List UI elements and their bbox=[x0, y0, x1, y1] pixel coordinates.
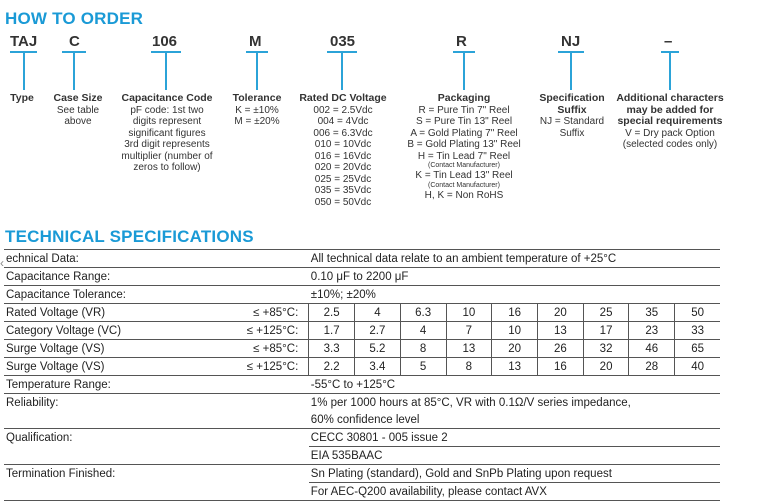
code-voltage: 035 bbox=[330, 33, 356, 50]
col-case-title: Case Size bbox=[53, 92, 103, 104]
col-additional-line: V = Dry pack Option bbox=[625, 127, 715, 139]
col-pack-line: R = Pure Tin 7" Reel bbox=[418, 104, 510, 116]
spec-cell: 8 bbox=[446, 358, 492, 376]
spec-cell: 20 bbox=[537, 304, 583, 322]
code-capacitance: 106 bbox=[152, 33, 178, 50]
spec-cell: 35 bbox=[629, 304, 675, 322]
table-row bbox=[4, 268, 720, 286]
col-pack-line: H, K = Non RoHS bbox=[424, 189, 504, 201]
spec-value: For AEC-Q200 availability, please contact AVX bbox=[309, 483, 720, 501]
col-volt-line: 010 = 10Vdc bbox=[314, 139, 372, 150]
table-row bbox=[4, 250, 720, 268]
col-suffix-line: NJ = Standard bbox=[539, 116, 605, 127]
col-cap-line: pF code: 1st two bbox=[130, 104, 204, 116]
col-additional-line: (selected codes only) bbox=[622, 139, 718, 150]
spec-cell: 65 bbox=[675, 340, 720, 358]
col-tol-title: Tolerance bbox=[232, 92, 282, 104]
spec-condition: ≤ +125°C: bbox=[200, 322, 309, 340]
col-pack-title: Packaging bbox=[437, 92, 491, 104]
spec-cell: 16 bbox=[537, 358, 583, 376]
col-tolerance bbox=[226, 93, 288, 128]
col-pack-line: B = Gold Plating 13" Reel bbox=[407, 139, 521, 150]
table-row bbox=[4, 304, 720, 322]
col-additional-title: Additional characters may be added for special requirements bbox=[616, 92, 724, 127]
col-volt-title: Rated DC Voltage bbox=[299, 92, 387, 104]
spec-value: Sn Plating (standard), Gold and SnPb Plating upon request bbox=[309, 465, 720, 483]
spec-cell: 13 bbox=[537, 322, 583, 340]
col-suffix-title: Specification Suffix bbox=[539, 92, 605, 116]
col-pack-line: H = Tin Lead 7" Reel bbox=[417, 150, 511, 162]
col-tol-line: K = ±10% bbox=[235, 104, 279, 116]
col-type bbox=[6, 93, 38, 105]
spec-cell: 17 bbox=[583, 322, 629, 340]
col-tol-line: M = ±20% bbox=[234, 116, 280, 127]
spec-label: Category Voltage (VC) bbox=[4, 322, 200, 340]
spec-cell: 2.7 bbox=[355, 322, 401, 340]
spec-cell: 4 bbox=[355, 304, 401, 322]
bracket-pack bbox=[453, 51, 475, 69]
table-row bbox=[4, 447, 720, 465]
col-pack-line: A = Gold Plating 7" Reel bbox=[410, 127, 518, 139]
col-additional bbox=[616, 93, 724, 151]
spec-cell: 33 bbox=[675, 322, 720, 340]
spec-label: echnical Data: bbox=[4, 250, 309, 268]
spec-cell: 20 bbox=[583, 358, 629, 376]
spec-empty bbox=[4, 483, 309, 501]
spec-cell: 10 bbox=[446, 304, 492, 322]
spec-label: Capacitance Tolerance: bbox=[4, 286, 309, 304]
bracket-additional bbox=[661, 51, 679, 69]
spec-label: Temperature Range: bbox=[4, 376, 309, 394]
col-volt-line: 006 = 6.3Vdc bbox=[313, 127, 373, 139]
spec-cell: 20 bbox=[492, 340, 538, 358]
spec-label: Termination Finished: bbox=[4, 465, 309, 483]
spec-cell: 26 bbox=[537, 340, 583, 358]
spec-cell: 4 bbox=[400, 322, 446, 340]
spec-value: 60% confidence level bbox=[310, 413, 420, 426]
col-volt-line: 035 = 35Vdc bbox=[314, 185, 372, 196]
col-pack-line: S = Pure Tin 13" Reel bbox=[415, 116, 513, 127]
spec-cell: 13 bbox=[446, 340, 492, 358]
code-tolerance: M bbox=[249, 33, 262, 50]
bracket-cap bbox=[151, 51, 181, 69]
spec-condition: ≤ +85°C: bbox=[200, 304, 309, 322]
col-pack-line: K = Tin Lead 13" Reel bbox=[415, 170, 513, 181]
spec-label: Reliability: bbox=[4, 394, 309, 412]
spec-cell: 6.3 bbox=[400, 304, 446, 322]
col-voltage bbox=[292, 93, 394, 208]
spec-label: Capacitance Range: bbox=[4, 268, 309, 286]
spec-cell: 10 bbox=[492, 322, 538, 340]
col-cap-line: 3rd digit represents bbox=[124, 139, 210, 150]
spec-value: -55°C to +125°C bbox=[309, 376, 720, 394]
spec-label: Rated Voltage (VR) bbox=[4, 304, 200, 322]
spec-cell: 2.2 bbox=[309, 358, 355, 376]
code-packaging: R bbox=[456, 33, 467, 50]
col-volt-line: 002 = 2.5Vdc bbox=[313, 104, 373, 116]
spec-value: 0.10 μF to 2200 μF bbox=[309, 268, 720, 286]
spec-cell: 23 bbox=[629, 322, 675, 340]
spec-cell: 7 bbox=[446, 322, 492, 340]
spec-label: Qualification: bbox=[4, 429, 309, 447]
spec-condition: ≤ +125°C: bbox=[200, 358, 309, 376]
col-cap-line: multiplier (number of bbox=[121, 150, 213, 162]
spec-cell: 5.2 bbox=[355, 340, 401, 358]
table-row bbox=[4, 465, 720, 483]
col-volt-line: 016 = 16Vdc bbox=[314, 150, 372, 162]
spec-cell: 50 bbox=[675, 304, 720, 322]
table-row bbox=[4, 286, 720, 304]
table-row bbox=[4, 340, 720, 358]
col-case-line: above bbox=[64, 116, 92, 127]
spec-value: ±10%; ±20% bbox=[309, 286, 720, 304]
col-volt-line: 020 = 20Vdc bbox=[314, 162, 372, 173]
col-case-line: See table bbox=[56, 104, 100, 116]
tech-specs-title: TECHNICAL SPECIFICATIONS bbox=[5, 227, 254, 246]
spec-cell: 25 bbox=[583, 304, 629, 322]
spec-cell: 8 bbox=[400, 340, 446, 358]
spec-value: CECC 30801 - 005 issue 2 bbox=[309, 429, 720, 447]
table-row bbox=[4, 411, 720, 429]
table-row bbox=[4, 429, 720, 447]
chevron-left-icon[interactable]: ‹ bbox=[0, 256, 4, 270]
spec-cell: 3.4 bbox=[355, 358, 401, 376]
col-volt-line: 025 = 25Vdc bbox=[314, 173, 372, 185]
table-row bbox=[4, 376, 720, 394]
spec-cell: 2.5 bbox=[309, 304, 355, 322]
bracket-volt bbox=[327, 51, 357, 69]
col-cap-title: Capacitance Code bbox=[121, 92, 213, 104]
spec-cell: 3.3 bbox=[309, 340, 355, 358]
code-case-size: C bbox=[69, 33, 80, 50]
col-cap-line: significant figures bbox=[128, 127, 206, 139]
spec-cell: 1.7 bbox=[309, 322, 355, 340]
code-suffix: NJ bbox=[561, 33, 581, 50]
spec-cell: 46 bbox=[629, 340, 675, 358]
table-row bbox=[4, 358, 720, 376]
bracket-tol bbox=[246, 51, 268, 69]
col-suffix-line: Suffix bbox=[559, 127, 585, 139]
code-type: TAJ bbox=[10, 33, 38, 50]
spec-label: Surge Voltage (VS) bbox=[4, 358, 200, 376]
col-capacitance bbox=[114, 93, 220, 174]
col-suffix bbox=[534, 93, 610, 139]
col-case-size bbox=[48, 93, 108, 128]
spec-empty bbox=[4, 411, 309, 429]
spec-value: All technical data relate to an ambient temperature of +25°C bbox=[309, 250, 720, 268]
code-additional: – bbox=[664, 33, 673, 50]
spec-condition: ≤ +85°C: bbox=[200, 340, 309, 358]
col-cap-line: zeros to follow) bbox=[133, 162, 201, 173]
spec-empty bbox=[4, 447, 309, 465]
col-cap-line: digits represent bbox=[132, 116, 202, 127]
spec-cell: 40 bbox=[675, 358, 720, 376]
spec-cell: 5 bbox=[400, 358, 446, 376]
col-packaging bbox=[398, 93, 530, 201]
col-volt-line: 050 = 50Vdc bbox=[314, 196, 372, 208]
bracket-suffix bbox=[558, 51, 584, 69]
spec-value: 1% per 1000 hours at 85°C, VR with 0.1Ω/V series impedance, bbox=[309, 394, 720, 412]
col-pack-note: (Contact Manufacturer) bbox=[428, 162, 500, 169]
spec-cell: 32 bbox=[583, 340, 629, 358]
table-row bbox=[4, 322, 720, 340]
bracket-case bbox=[62, 51, 86, 69]
spec-cell: 28 bbox=[629, 358, 675, 376]
col-volt-line: 004 = 4Vdc bbox=[317, 116, 369, 127]
spec-label: Surge Voltage (VS) bbox=[4, 340, 200, 358]
spec-value: EIA 535BAAC bbox=[309, 447, 720, 465]
col-pack-note: (Contact Manufacturer) bbox=[428, 181, 500, 189]
col-type-title: Type bbox=[10, 92, 34, 104]
how-to-order-title: HOW TO ORDER bbox=[5, 9, 144, 28]
spec-cell: 13 bbox=[492, 358, 538, 376]
spec-cell: 16 bbox=[492, 304, 538, 322]
table-row bbox=[4, 483, 720, 501]
bracket-type bbox=[10, 51, 37, 69]
table-row bbox=[4, 394, 720, 412]
spec-table bbox=[4, 249, 720, 501]
